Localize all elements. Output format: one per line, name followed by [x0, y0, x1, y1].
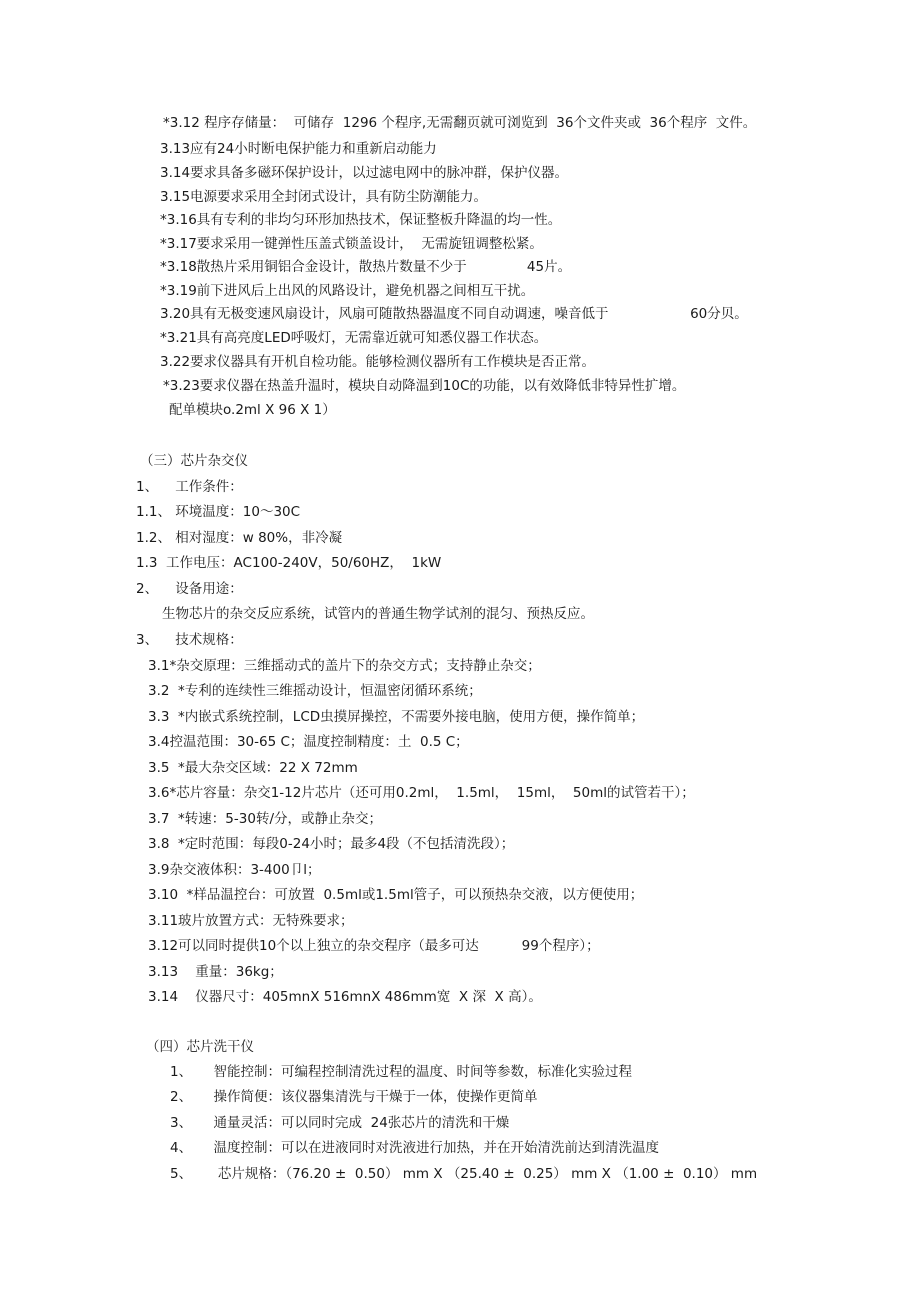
washer-item-1: 1、 智能控制：可编程控制清洗过程的温度、时间等参数，标准化实验过程 — [170, 1064, 633, 1080]
spec-item-3-17: *3.17要求采用一键弹性压盖式锁盖设计， 无需旋钮调整松紧。 — [160, 236, 543, 252]
hyb-item-3-1: 3.1*杂交原理：三维摇动式的盖片下的杂交方式；支持静止杂交； — [148, 658, 541, 674]
hyb-item-3-6: 3.6*芯片容量：杂交1-12片芯片（还可用0.2ml， 1.5ml， 15ml， 50ml的试管若干）； — [148, 785, 695, 801]
spec-item-3-18: *3.18散热片采用铜铝合金设计，散热片数量不少于 45片。 — [160, 259, 572, 275]
hyb-item-2-desc: 生物芯片的杂交反应系统，试管内的普通生物学试剂的混匀、预热反应。 — [162, 606, 594, 622]
spec-item-3-22: 3.22要求仪器具有开机自检功能。能够检测仪器所有工作模块是否正常。 — [160, 354, 596, 370]
spec-item-3-20: 3.20具有无极变速风扇设计，风扇可随散热器温度不同自动调速，噪音低于 60分贝。 — [160, 306, 748, 322]
hyb-item-2: 2、 设备用途： — [136, 581, 243, 597]
spec-item-3-23: *3.23要求仪器在热盖升温时，模块自动降温到10C的功能，以有效降低非特异性扩增。 — [163, 378, 686, 394]
hyb-item-3-7: 3.7 *转速：5-30转/分，或静止杂交； — [148, 811, 382, 827]
washer-item-2: 2、 操作简便：该仪器集清洗与干燥于一体，使操作更简单 — [170, 1089, 538, 1105]
washer-item-4: 4、 温度控制：可以在进液同时对洗液进行加热，并在开始清洗前达到清洗温度 — [170, 1140, 660, 1156]
hyb-item-3-8: 3.8 *定时范围：每段0-24小时；最多4段（不包括清洗段）； — [148, 836, 515, 852]
section-title-washer: （四）芯片洗干仪 — [146, 1039, 254, 1055]
spec-item-3-14: 3.14要求具备多磁环保护设计，以过滤电网中的脉冲群，保护仪器。 — [160, 165, 569, 181]
hyb-item-3-12: 3.12可以同时提供10个以上独立的杂交程序（最多可达 99个程序）； — [148, 938, 600, 954]
hyb-item-3-5: 3.5 *最大杂交区域：22 X 72mm — [148, 760, 358, 776]
hyb-item-3-4: 3.4控温范围：30-65 C；温度控制精度：土 0.5 C； — [148, 734, 469, 750]
hyb-item-1-1: 1.1、 环境温度：10～30C — [136, 504, 301, 520]
hyb-item-1-3: 1.3 工作电压：AC100-240V，50/60HZ， 1kW — [136, 555, 442, 571]
spec-item-3-21: *3.21具有高亮度LED呼吸灯，无需靠近就可知悉仪器工作状态。 — [160, 330, 548, 346]
spec-item-3-13: 3.13应有24小时断电保护能力和重新启动能力 — [160, 141, 437, 157]
spec-item-3-12: *3.12 程序存储量： 可储存 1296 个程序,无需翻页就可浏览到 36个文件夹或 36个程序 文件。 — [163, 115, 757, 131]
spec-item-module-config: 配单模块o.2ml X 96 X 1） — [169, 402, 336, 418]
hyb-item-3-9: 3.9杂交液体积：3-400卩l； — [148, 862, 321, 878]
hyb-item-3: 3、 技术规格： — [136, 632, 243, 648]
hyb-item-3-14: 3.14 仪器尺寸：405mnX 516mnX 486mm宽 X 深 X 高）。 — [148, 989, 542, 1005]
hyb-item-3-3: 3.3 *内嵌式系统控制，LCD虫摸屏操控，不需要外接电脑，使用方便，操作简单； — [148, 709, 645, 725]
hyb-item-1-2: 1.2、 相对湿度：w 80%，非冷凝 — [136, 530, 343, 546]
spec-item-3-15: 3.15电源要求采用全封闭式设计，具有防尘防潮能力。 — [160, 189, 488, 205]
spec-item-3-16: *3.16具有专利的非均匀环形加热技术，保证整板升降温的均一性。 — [160, 212, 562, 228]
spec-item-3-19: *3.19前下进风后上出风的风路设计，避免机器之间相互干扰。 — [160, 283, 535, 299]
hyb-item-3-11: 3.11玻片放置方式：无特殊要求； — [148, 913, 354, 929]
hyb-item-3-10: 3.10 *样品温控台：可放置 0.5ml或1.5ml管子，可以预热杂交液，以方便使用； — [148, 887, 644, 903]
washer-item-3: 3、 通量灵活：可以同时完成 24张芯片的清洗和干燥 — [170, 1115, 510, 1131]
section-title-hybridizer: （三）芯片杂交仪 — [140, 453, 248, 469]
hyb-item-1: 1、 工作条件： — [136, 479, 243, 495]
washer-item-5: 5、 芯片规格：（76.20 ± 0.50） mm X （25.40 ± 0.25） mm X （1.00 ± 0.10） mm — [170, 1166, 758, 1182]
hyb-item-3-13: 3.13 重量：36kg； — [148, 964, 283, 980]
hyb-item-3-2: 3.2 *专利的连续性三维摇动设计，恒温密闭循环系统； — [148, 683, 482, 699]
